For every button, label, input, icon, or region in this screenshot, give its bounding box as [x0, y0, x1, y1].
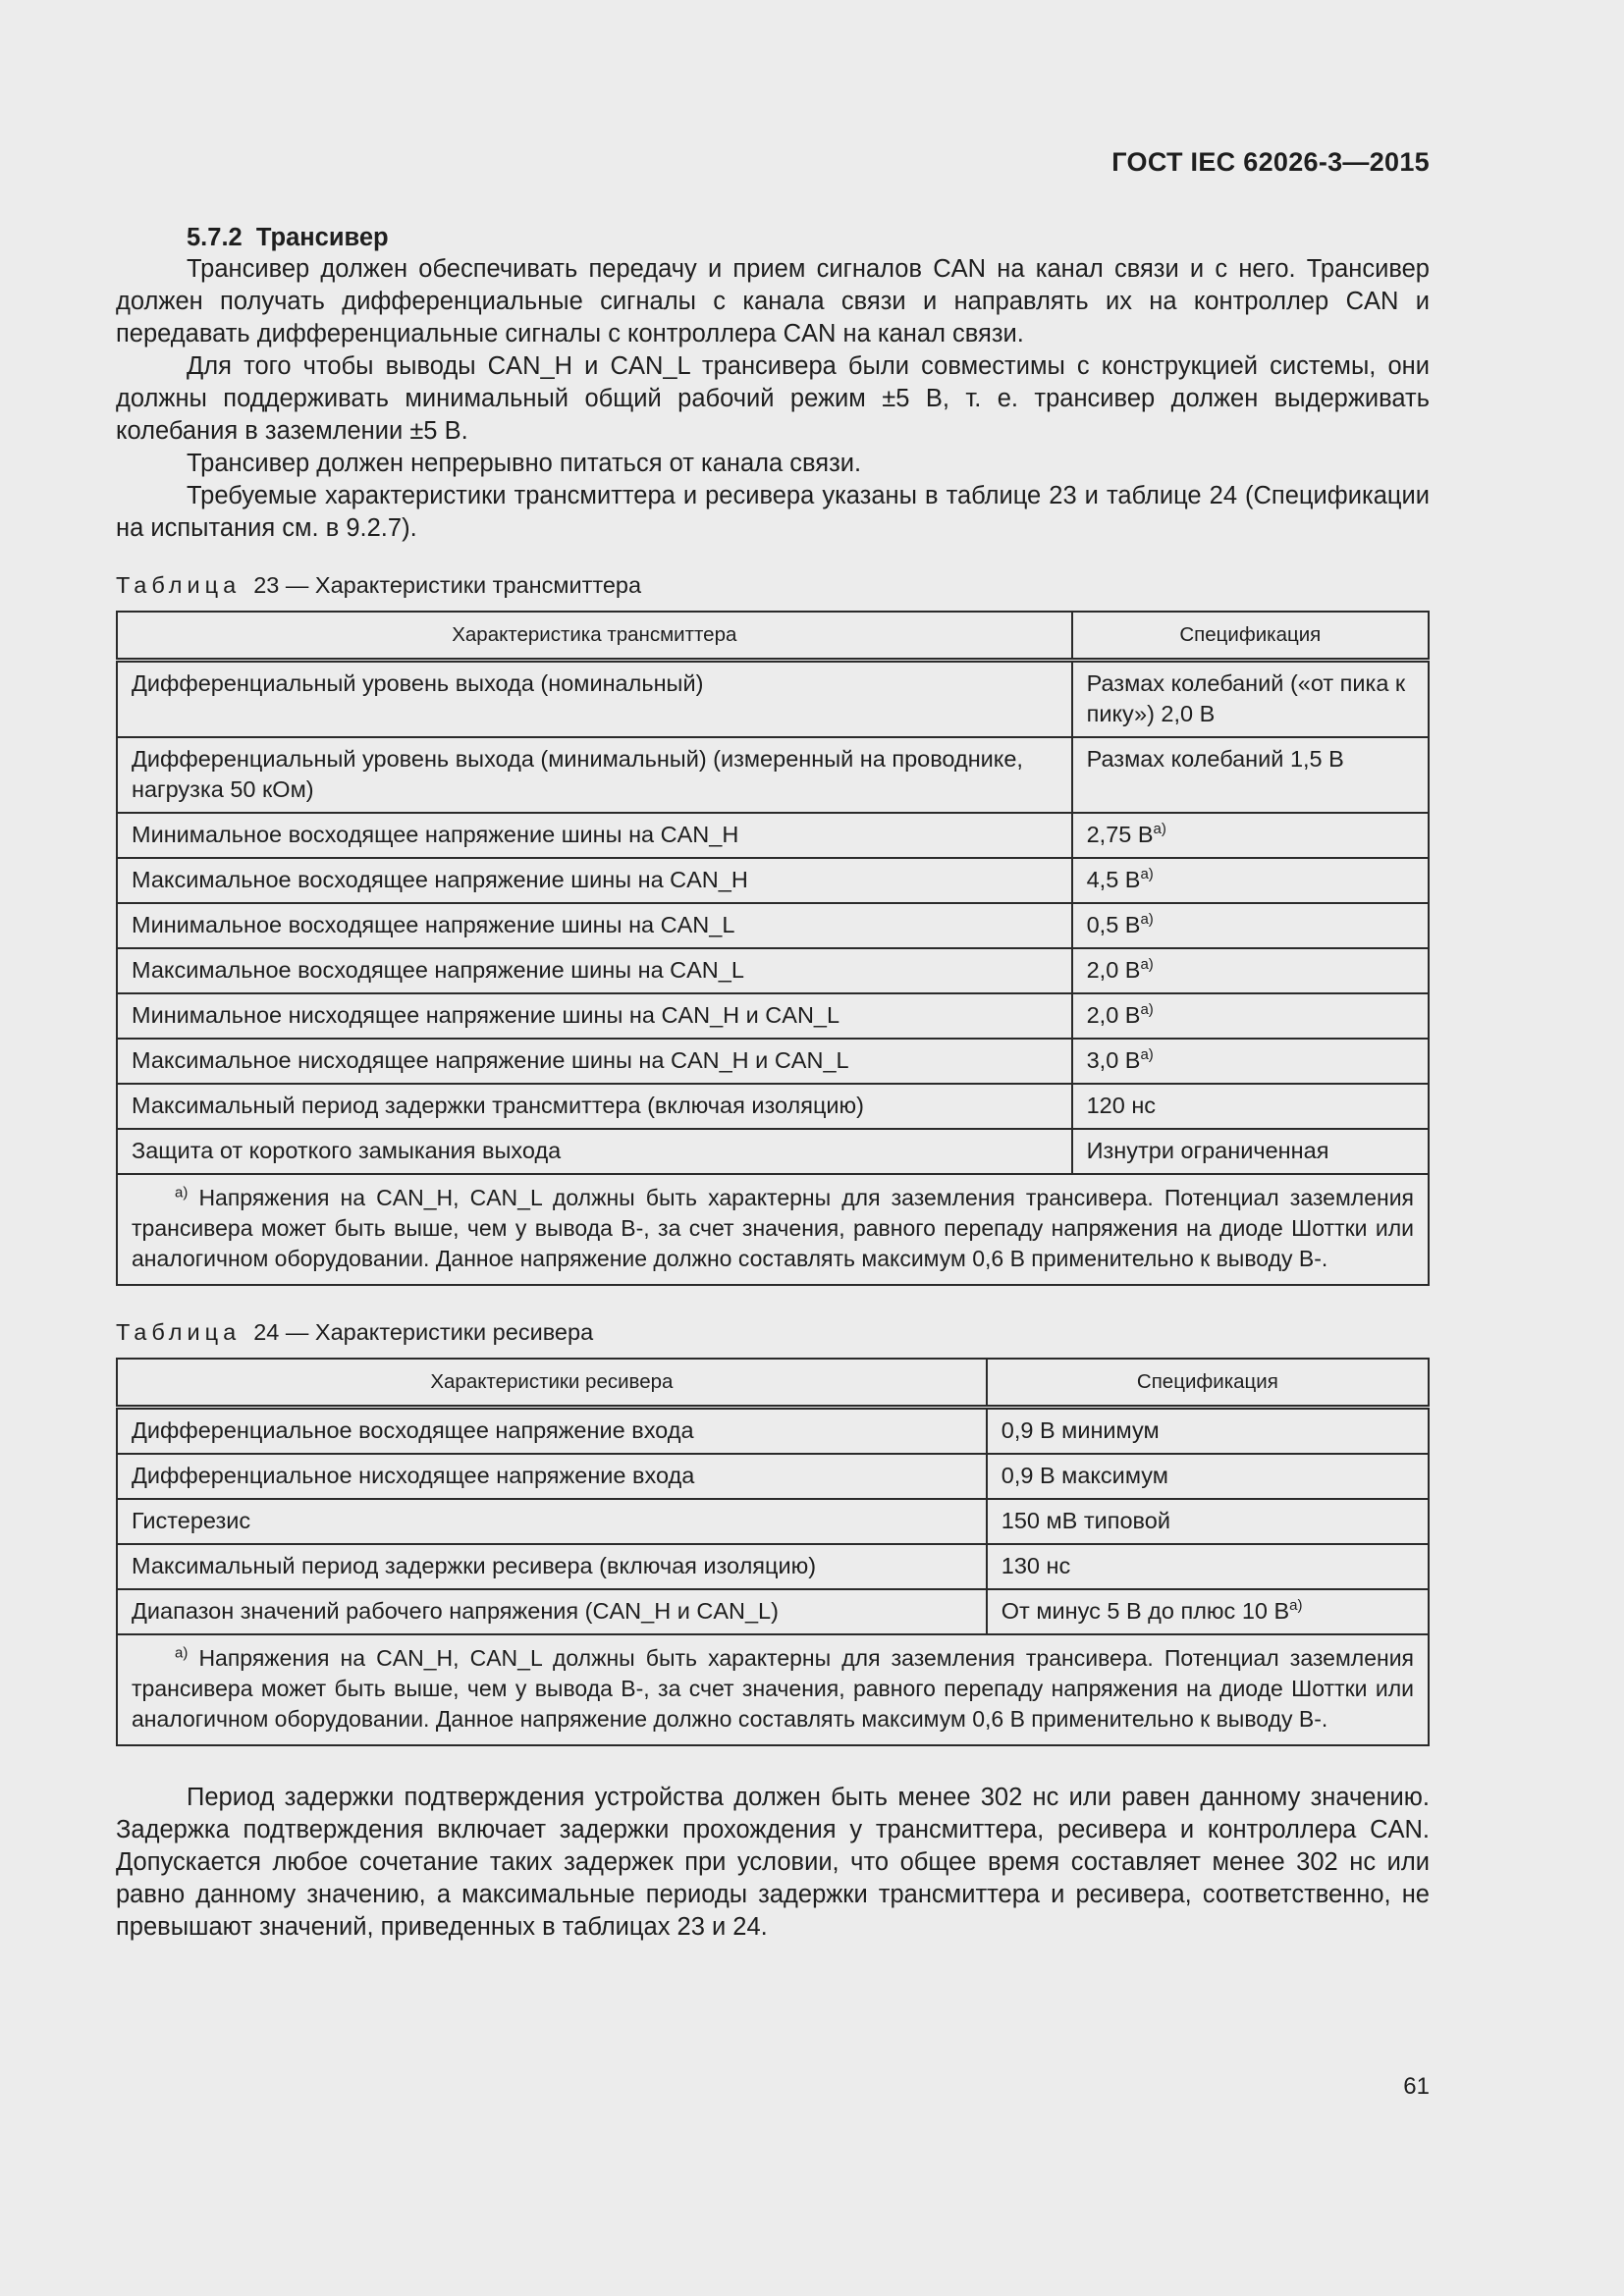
table-row: [117, 813, 1429, 858]
caption-word: Таблица: [116, 1319, 242, 1345]
page-number: 61: [1403, 2073, 1430, 2100]
table-row: [117, 661, 1429, 738]
table-row: [117, 1499, 1429, 1544]
paragraph: Трансивер должен обеспечивать передачу и прием сигналов CAN на канал связи и с него. Трансивер должен получать дифференциальные сигналы с канала связи и направлять их на контроллер CAN и передавать дифференциальные сигналы с контроллера CAN на канал связи.: [116, 255, 1430, 347]
specification-value: 150 мВ типовой: [1001, 1508, 1170, 1533]
closing-paragraph: Период задержки подтверждения устройства должен быть менее 302 нс или равен данному значению. Задержка подтверждения включает задержки прохождения у трансмиттера, ресивера и контроллера CAN. Допускается любое сочетание таких задержек при условии, что общее время составляет менее 302 нс или равно данному значению, а максимальные периоды задержки трансмиттера и ресивера, соответственно, не превышают значений, приведенных в таблицах 23 и 24.: [116, 1784, 1430, 1941]
caption-text: 23 — Характеристики трансмиттера: [253, 572, 642, 598]
column-header: Спецификация: [1072, 612, 1429, 661]
characteristic-cell: Минимальное нисходящее напряжение шины на CAN_H и CAN_L: [117, 993, 1072, 1039]
footnote-mark: a): [1140, 1001, 1154, 1019]
footnote-mark: a): [1289, 1597, 1303, 1615]
table-row: [117, 1454, 1429, 1499]
table-row: [117, 1084, 1429, 1129]
column-header: Характеристики ресивера: [117, 1359, 987, 1408]
table-row: [117, 1589, 1429, 1634]
specification-cell: [1072, 1129, 1429, 1174]
table-24: [116, 1358, 1430, 1746]
characteristic-cell: Защита от короткого замыкания выхода: [117, 1129, 1072, 1174]
characteristic-cell: Гистерезис: [117, 1499, 987, 1544]
section-number: 5.7.2: [187, 224, 243, 251]
caption-text: 24 — Характеристики ресивера: [253, 1319, 594, 1345]
specification-cell: [987, 1499, 1429, 1544]
table-24-body: [117, 1408, 1429, 1635]
specification-cell: [987, 1454, 1429, 1499]
specification-cell: [1072, 661, 1429, 738]
table-header-row: [117, 1359, 1429, 1408]
specification-value: Размах колебаний 1,5 В: [1086, 746, 1344, 772]
footnote-mark: a): [1140, 1046, 1154, 1064]
footnote-text: Напряжения на CAN_H, CAN_L должны быть характерны для заземления трансивера. Потенциал заземления трансивера может быть выше, чем у вывода B-, за счет значения, равного перепаду напряжения на диоде Шоттки или аналогичном оборудовании. Данное напряжение должно составлять максимум 0,6 В применительно к выводу B-.: [132, 1185, 1414, 1271]
paragraph: Трансивер должен непрерывно питаться от канала связи.: [187, 450, 862, 477]
characteristic-cell: Дифференциальный уровень выхода (минимальный) (измеренный на проводнике, нагрузка 50 кОм): [117, 737, 1072, 813]
specification-cell: [987, 1544, 1429, 1589]
table-row: [117, 1408, 1429, 1455]
specification-value: Изнутри ограниченная: [1086, 1138, 1329, 1163]
specification-value: 0,5 В: [1086, 912, 1141, 937]
specification-value: Размах колебаний («от пика к пику») 2,0 В: [1086, 670, 1406, 726]
footnote-mark: a): [175, 1644, 189, 1662]
specification-value: 120 нс: [1086, 1093, 1157, 1118]
specification-cell: [1072, 858, 1429, 903]
specification-cell: [1072, 993, 1429, 1039]
table-row: [117, 1039, 1429, 1084]
section-title: Трансивер: [255, 224, 389, 251]
table-row: [117, 737, 1429, 813]
footnote-mark: a): [1140, 866, 1154, 883]
table-23: [116, 611, 1430, 1286]
column-header: Характеристика трансмиттера: [117, 612, 1072, 661]
specification-cell: [1072, 813, 1429, 858]
characteristic-cell: Максимальное нисходящее напряжение шины на CAN_H и CAN_L: [117, 1039, 1072, 1084]
page-content: [116, 224, 1430, 1944]
table-footnote-row: [117, 1634, 1429, 1745]
specification-cell: [1072, 903, 1429, 948]
characteristic-cell: Минимальное восходящее напряжение шины на CAN_L: [117, 903, 1072, 948]
table-24-caption: [116, 1319, 1430, 1346]
characteristic-cell: Максимальное восходящее напряжение шины на CAN_L: [117, 948, 1072, 993]
specification-value: 2,0 В: [1086, 957, 1141, 983]
table-header-row: [117, 612, 1429, 661]
specification-value: 4,5 В: [1086, 867, 1141, 892]
characteristic-cell: Максимальное восходящее напряжение шины на CAN_H: [117, 858, 1072, 903]
caption-word: Таблица: [116, 572, 242, 598]
characteristic-cell: Диапазон значений рабочего напряжения (CAN_H и CAN_L): [117, 1589, 987, 1634]
table-footnote: [117, 1174, 1429, 1285]
characteristic-cell: Максимальный период задержки ресивера (включая изоляцию): [117, 1544, 987, 1589]
table-footnote-row: [117, 1174, 1429, 1285]
characteristic-cell: Максимальный период задержки трансмиттера (включая изоляцию): [117, 1084, 1072, 1129]
footnote-text: Напряжения на CAN_H, CAN_L должны быть характерны для заземления трансивера. Потенциал заземления трансивера может быть выше, чем у вывода B-, за счет значения, равного перепаду напряжения на диоде Шоттки или аналогичном оборудовании. Данное напряжение должно составлять максимум 0,6 В применительно к выводу B-.: [132, 1645, 1414, 1732]
footnote-mark: a): [175, 1184, 189, 1201]
section-heading: [187, 224, 1430, 252]
table-23-caption: [116, 572, 1430, 599]
specification-value: 0,9 В минимум: [1001, 1417, 1160, 1443]
characteristic-cell: Минимальное восходящее напряжение шины на CAN_H: [117, 813, 1072, 858]
specification-cell: [1072, 1084, 1429, 1129]
specification-value: 0,9 В максимум: [1001, 1463, 1168, 1488]
paragraph: Для того чтобы выводы CAN_H и CAN_L трансивера были совместимы с конструкцией системы, они должны поддерживать минимальный общий рабочий режим ±5 В, т. е. трансивер должен выдерживать колебания в заземлении ±5 В.: [116, 352, 1430, 445]
footnote-mark: a): [1153, 821, 1166, 838]
specification-cell: [987, 1408, 1429, 1455]
characteristic-cell: Дифференциальное нисходящее напряжение входа: [117, 1454, 987, 1499]
footnote-mark: a): [1140, 911, 1154, 929]
footnote-mark: a): [1140, 956, 1154, 974]
table-row: [117, 948, 1429, 993]
table-row: [117, 858, 1429, 903]
table-footnote: [117, 1634, 1429, 1745]
specification-cell: [1072, 737, 1429, 813]
specification-value: 2,0 В: [1086, 1002, 1141, 1028]
specification-cell: [987, 1589, 1429, 1634]
specification-value: От минус 5 В до плюс 10 В: [1001, 1598, 1290, 1624]
table-row: [117, 1129, 1429, 1174]
specification-value: 3,0 В: [1086, 1047, 1141, 1073]
column-header: Спецификация: [987, 1359, 1429, 1408]
table-row: [117, 993, 1429, 1039]
specification-cell: [1072, 1039, 1429, 1084]
table-row: [117, 903, 1429, 948]
characteristic-cell: Дифференциальный уровень выхода (номинальный): [117, 661, 1072, 738]
specification-value: 2,75 В: [1086, 822, 1154, 847]
paragraph: Требуемые характеристики трансмиттера и ресивера указаны в таблице 23 и таблице 24 (Спецификации на испытания см. в 9.2.7).: [116, 482, 1430, 542]
document-id: ГОСТ IEC 62026-3—2015: [1111, 147, 1430, 177]
specification-cell: [1072, 948, 1429, 993]
characteristic-cell: Дифференциальное восходящее напряжение входа: [117, 1408, 987, 1455]
table-23-body: [117, 661, 1429, 1175]
specification-value: 130 нс: [1001, 1553, 1071, 1578]
table-row: [117, 1544, 1429, 1589]
